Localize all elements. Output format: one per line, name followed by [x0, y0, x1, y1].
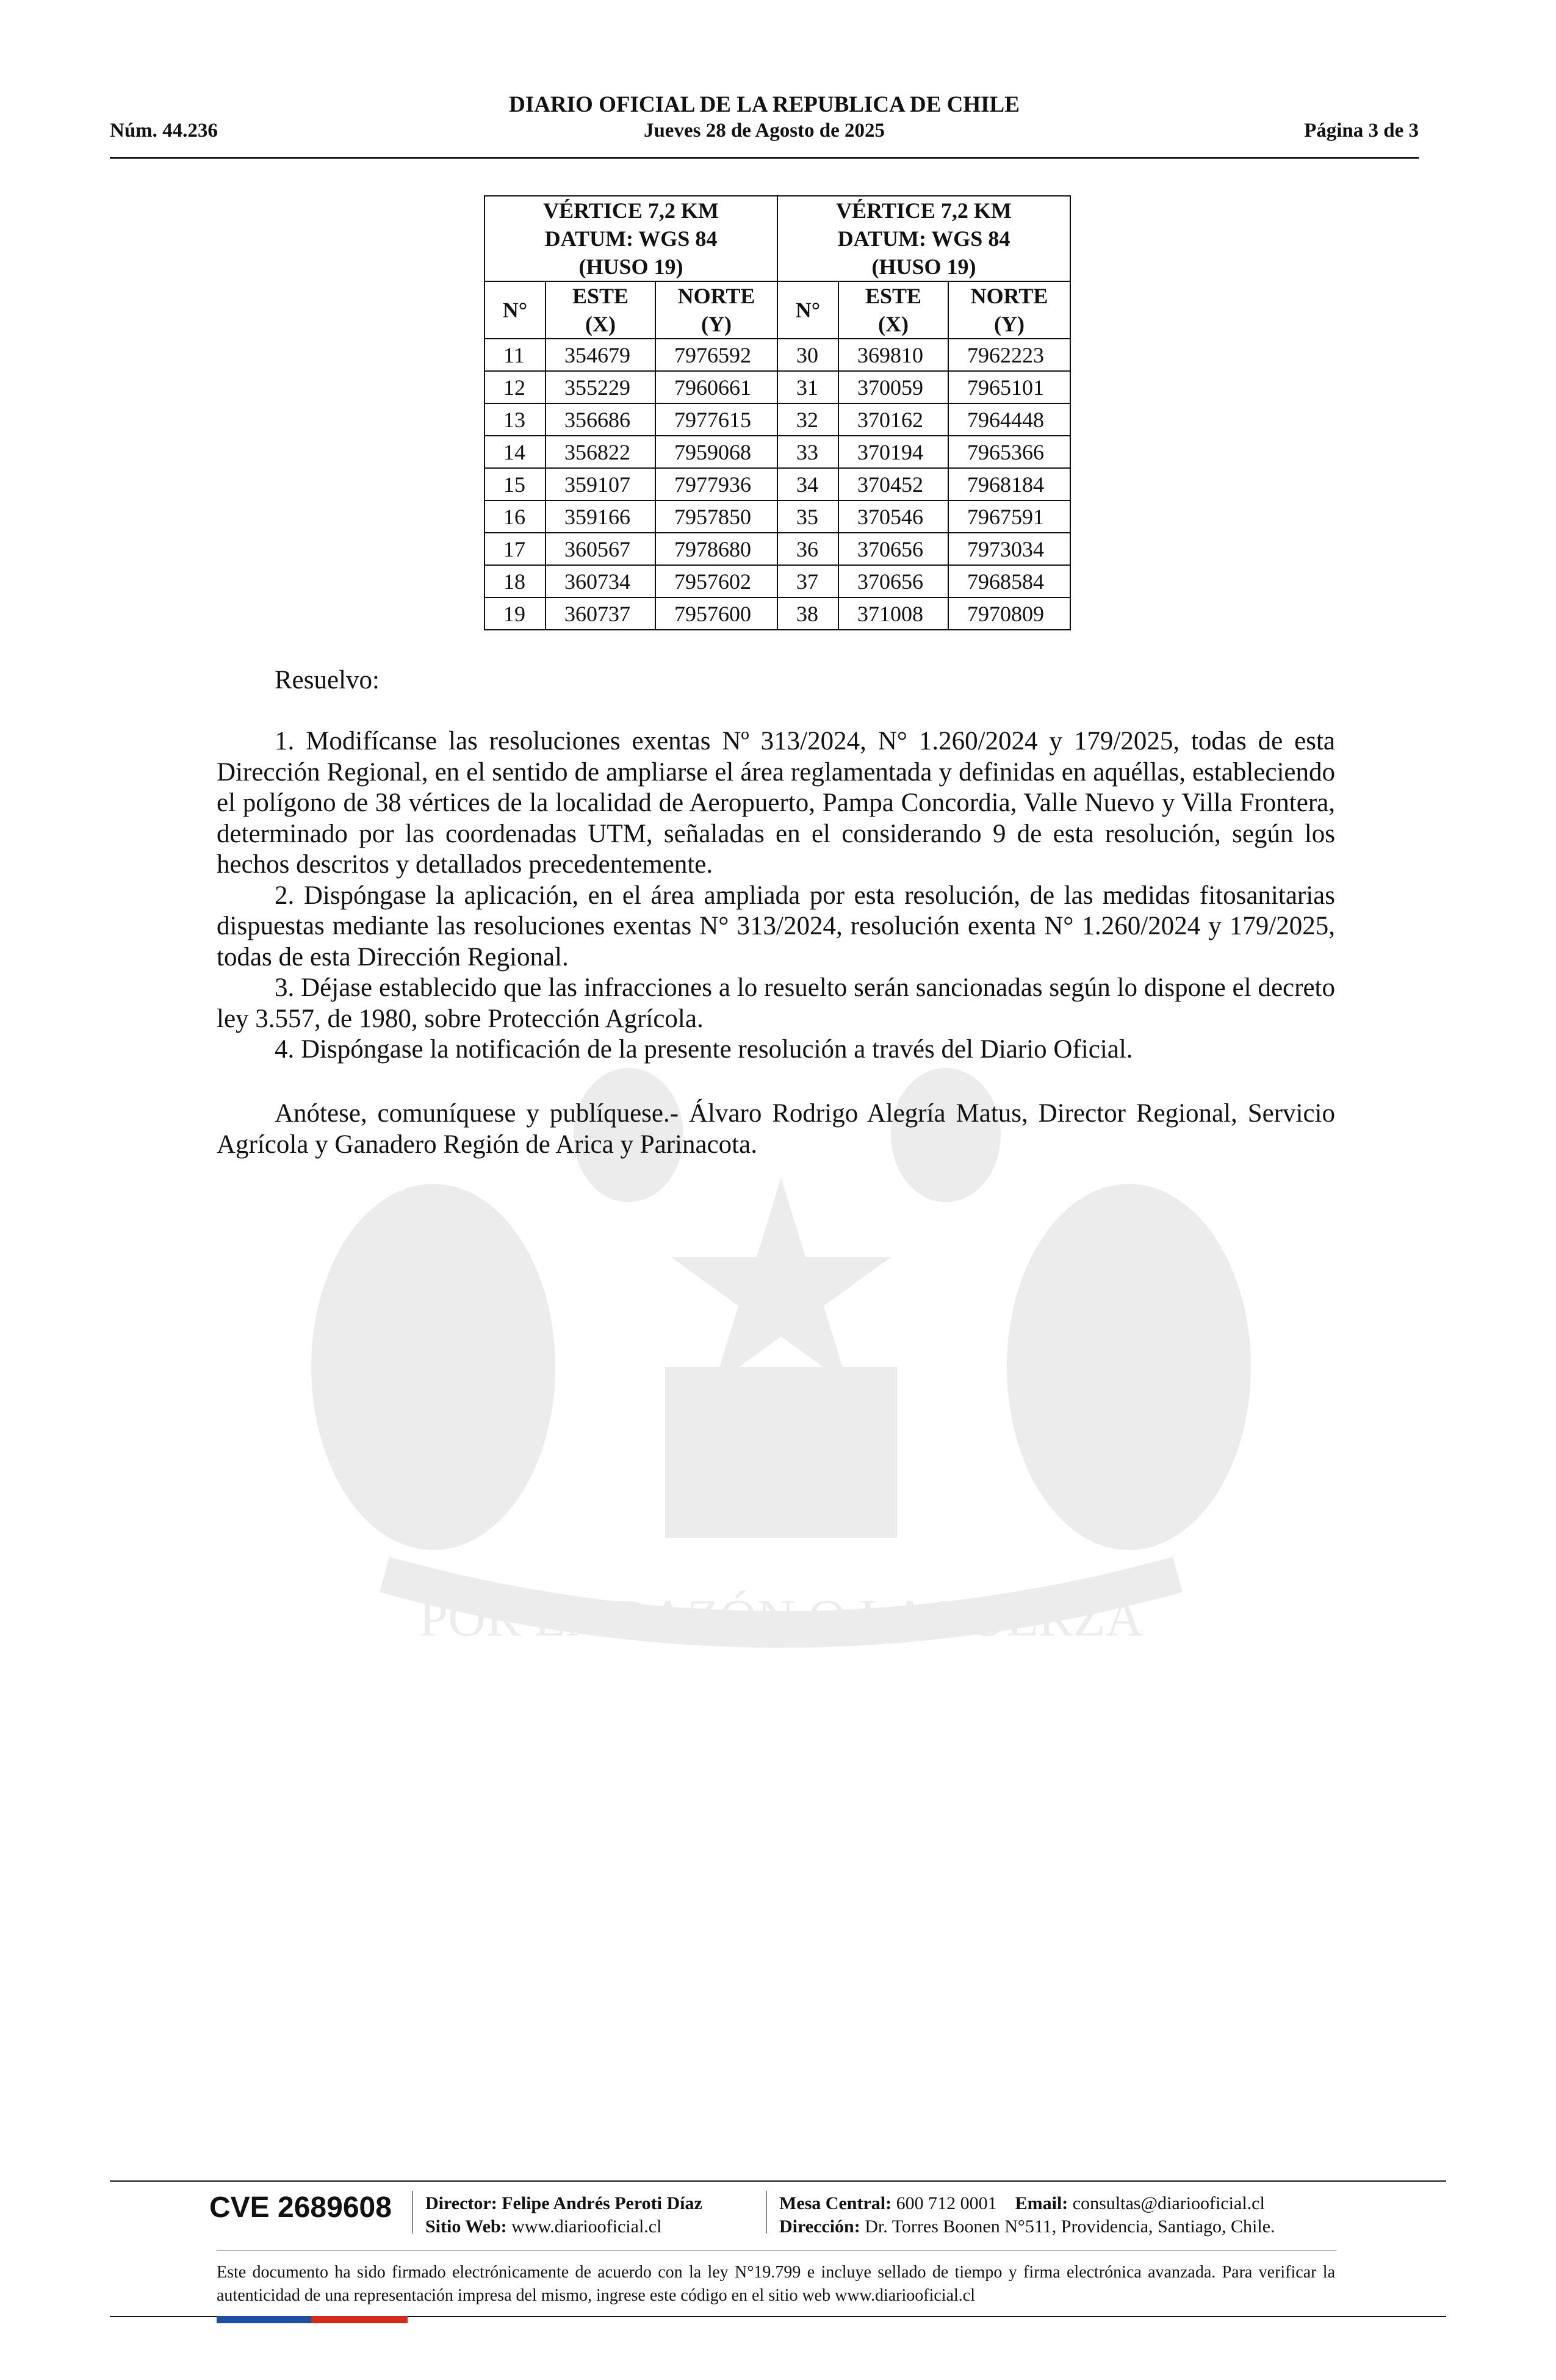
vertex-number: 18: [484, 565, 546, 597]
este-value: 360734: [546, 565, 655, 597]
signature-notice: Este documento ha sido firmado electrónicamente de acuerdo con la ley N°19.799 e incluye sellado de tiempo y firma electrónica avanzada. Para verificar la autenticidad de una representación impresa del mismo, ingrese este código en el sitio web www.diariooficial.cl: [217, 2263, 1335, 2305]
vertex-number: 34: [777, 468, 838, 500]
este-value: 360567: [546, 533, 655, 565]
vertex-number: 37: [777, 565, 838, 597]
norte-value: 7977615: [655, 403, 777, 436]
director-name: Felipe Andrés Peroti Díaz: [502, 2193, 702, 2213]
norte-value: 7976592: [655, 339, 777, 371]
vertex-number: 19: [484, 597, 546, 630]
vertex-number: 16: [484, 500, 546, 533]
este-value: 359107: [546, 468, 655, 500]
vertex-number: 32: [777, 403, 838, 436]
table-row: [484, 436, 1070, 468]
paragraph-1: 1. Modifícanse las resoluciones exentas Nº 313/2024, N° 1.260/2024 y 179/2025, todas de esta Dirección Regional, en el sentido de ampliarse el área reglamentada y definidas en aquéllas, estableciendo el polígono de 38 vértices de la localidad de Aeropuerto, Pampa Concordia, Valle Nuevo y Villa Frontera, determinado por las coordenadas UTM, señaladas en el considerando 9 de esta resolución, según los hechos descritos y detallados precedentemente.: [217, 727, 1335, 879]
table-row: [484, 371, 1070, 403]
vertex-number: 31: [777, 371, 838, 403]
vertex-number: 13: [484, 403, 546, 436]
vertex-number: 15: [484, 468, 546, 500]
footer-thin-rule: [217, 2250, 1336, 2251]
norte-value: 7967591: [948, 500, 1070, 533]
flag-stripe-blue: [217, 2316, 311, 2323]
norte-value: 7960661: [655, 371, 777, 403]
cve-code: CVE 2689608: [209, 2191, 392, 2224]
norte-value: 7968584: [948, 565, 1070, 597]
col-header-este: ESTE (X): [546, 281, 655, 339]
footer-separator: [412, 2191, 413, 2234]
paragraph-3: 3. Déjase establecido que las infracciones a lo resuelto serán sancionadas según lo dispone el decreto ley 3.557, de 1980, sobre Protección Agrícola.: [217, 973, 1335, 1033]
este-value: 370656: [838, 533, 948, 565]
norte-value: 7968184: [948, 468, 1070, 500]
norte-value: 7957600: [655, 597, 777, 630]
norte-value: 7970809: [948, 597, 1070, 630]
este-value: 370059: [838, 371, 948, 403]
este-value: 356822: [546, 436, 655, 468]
address: Dr. Torres Boonen N°511, Providencia, Santiago, Chile.: [865, 2216, 1275, 2237]
email-link[interactable]: consultas@diariooficial.cl: [1072, 2193, 1265, 2213]
issue-number: Núm. 44.236: [110, 120, 218, 142]
footer-separator: [766, 2191, 767, 2234]
flag-stripe-red: [311, 2316, 408, 2323]
paragraph-2: 2. Dispóngase la aplicación, en el área ampliada por esta resolución, de las medidas fitosanitarias dispuestas mediante las resoluciones exentas N° 313/2024, resolución exenta N° 1.260/2024 y 179/2025, todas de esta Dirección Regional.: [217, 881, 1335, 972]
resuelvo-heading: Resuelvo:: [275, 666, 380, 694]
closing-block: [217, 1098, 1335, 1160]
col-header-este: ESTE (X): [838, 281, 948, 339]
publication-title: DIARIO OFICIAL DE LA REPUBLICA DE CHILE: [509, 92, 1020, 117]
col-header-norte: NORTE (Y): [655, 281, 777, 339]
phone-number: 600 712 0001: [896, 2193, 997, 2213]
paragraph-4: 4. Dispóngase la notificación de la presente resolución a través del Diario Oficial.: [275, 1035, 1133, 1064]
table-row: [484, 597, 1070, 630]
norte-value: 7965366: [948, 436, 1070, 468]
norte-value: 7957602: [655, 565, 777, 597]
page-header: [110, 92, 1419, 159]
footer-contact-block: Mesa Central: 600 712 0001 Email: consultas@diariooficial.cl Dirección: Dr. Torres Boonen N°511, Providencia, Santiago, Chile.: [779, 2193, 1275, 2237]
watermark-motto: POR LA RAZÓN O LA FUERZA: [419, 1588, 1144, 1647]
norte-value: 7957850: [655, 500, 777, 533]
este-value: 371008: [838, 597, 948, 630]
vertex-number: 14: [484, 436, 546, 468]
este-value: 370194: [838, 436, 948, 468]
vertex-number: 17: [484, 533, 546, 565]
website-link[interactable]: www.diariooficial.cl: [511, 2216, 662, 2237]
table-row: [484, 565, 1070, 597]
resolution-body: [217, 726, 1335, 1066]
vertex-number: 33: [777, 436, 838, 468]
este-value: 359166: [546, 500, 655, 533]
este-value: 355229: [546, 371, 655, 403]
footer-director-block: Director: Felipe Andrés Peroti Díaz Sitio Web: www.diariooficial.cl: [425, 2193, 702, 2237]
vertex-number: 30: [777, 339, 838, 371]
este-value: 360737: [546, 597, 655, 630]
table-row: [484, 339, 1070, 371]
este-value: 370452: [838, 468, 948, 500]
norte-value: 7964448: [948, 403, 1070, 436]
col-header-n: N°: [484, 281, 546, 339]
este-value: 370546: [838, 500, 948, 533]
table-group-title-right: VÉRTICE 7,2 KM DATUM: WGS 84 (HUSO 19): [777, 196, 1070, 281]
vertex-number: 12: [484, 371, 546, 403]
este-value: 356686: [546, 403, 655, 436]
coordinates-table: [484, 195, 1071, 630]
col-header-norte: NORTE (Y): [948, 281, 1070, 339]
table-group-title-left: VÉRTICE 7,2 KM DATUM: WGS 84 (HUSO 19): [484, 196, 777, 281]
table-row: [484, 533, 1070, 565]
norte-value: 7959068: [655, 436, 777, 468]
table-row: [484, 403, 1070, 436]
este-value: 370162: [838, 403, 948, 436]
footer-top-rule: [110, 2180, 1446, 2182]
norte-value: 7978680: [655, 533, 777, 565]
norte-value: 7965101: [948, 371, 1070, 403]
table-row: [484, 468, 1070, 500]
este-value: 369810: [838, 339, 948, 371]
norte-value: 7962223: [948, 339, 1070, 371]
table-row: [484, 500, 1070, 533]
col-header-n: N°: [777, 281, 838, 339]
vertex-number: 35: [777, 500, 838, 533]
norte-value: 7973034: [948, 533, 1070, 565]
vertex-number: 38: [777, 597, 838, 630]
vertex-number: 11: [484, 339, 546, 371]
norte-value: 7977936: [655, 468, 777, 500]
closing-paragraph: Anótese, comuníquese y publíquese.- Álvaro Rodrigo Alegría Matus, Director Regional, Servicio Agrícola y Ganadero Región de Arica y Parinacota.: [217, 1099, 1335, 1159]
header-divider: [110, 157, 1419, 159]
issue-date: Jueves 28 de Agosto de 2025: [643, 120, 885, 142]
este-value: 354679: [546, 339, 655, 371]
vertex-number: 36: [777, 533, 838, 565]
page-number: Página 3 de 3: [1304, 120, 1419, 142]
este-value: 370656: [838, 565, 948, 597]
